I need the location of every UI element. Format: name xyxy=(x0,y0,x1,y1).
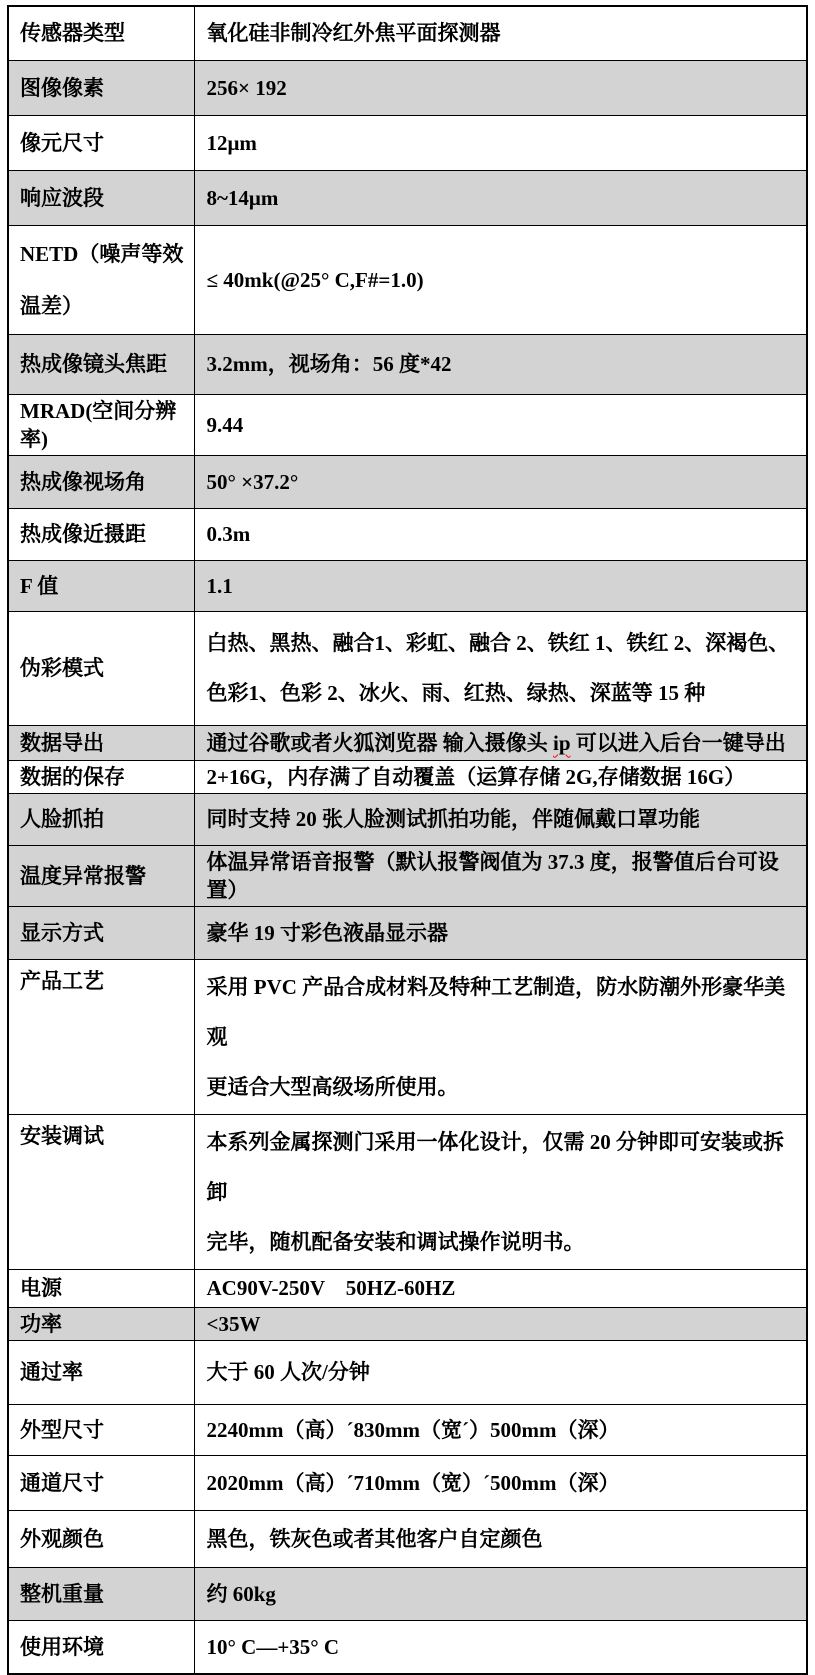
spec-label: 热成像镜头焦距 xyxy=(8,334,194,394)
spec-value: 9.44 xyxy=(194,394,807,455)
table-row xyxy=(8,1340,807,1404)
spec-label: F 值 xyxy=(8,560,194,611)
spec-value xyxy=(194,725,807,760)
table-row xyxy=(8,6,807,60)
spec-table-body xyxy=(8,6,807,1674)
value-text: 可以进入后台一键导出 xyxy=(570,730,786,755)
spec-value: 12μm xyxy=(194,115,807,170)
spec-label: 热成像视场角 xyxy=(8,455,194,508)
spec-label: 伪彩模式 xyxy=(8,611,194,725)
spec-label: 显示方式 xyxy=(8,906,194,959)
misspelled-word: ip xyxy=(553,730,571,755)
spec-label: 整机重量 xyxy=(8,1567,194,1620)
value-line: 本系列金属探测门采用一体化设计，仅需 20 分钟即可安装或拆卸 xyxy=(206,1129,784,1204)
table-row xyxy=(8,1269,807,1307)
table-row xyxy=(8,845,807,906)
value-line: 完毕，随机配备安装和调试操作说明书。 xyxy=(206,1229,585,1254)
table-row xyxy=(8,1114,807,1269)
spec-label: 通道尺寸 xyxy=(8,1455,194,1510)
table-row xyxy=(8,508,807,560)
spec-label: MRAD(空间分辨率) xyxy=(8,394,194,455)
spec-label: 产品工艺 xyxy=(8,959,194,1114)
table-row xyxy=(8,225,807,334)
table-row xyxy=(8,1307,807,1340)
spec-label: 电源 xyxy=(8,1269,194,1307)
spec-label: 功率 xyxy=(8,1307,194,1340)
spec-label: 数据导出 xyxy=(8,725,194,760)
spec-value: 2020mm（高）´710mm（宽）´500mm（深） xyxy=(194,1455,807,1510)
spec-value xyxy=(194,959,807,1114)
spec-label: NETD（噪声等效温差） xyxy=(8,225,194,334)
spec-label: 安装调试 xyxy=(8,1114,194,1269)
spec-table xyxy=(7,5,808,1675)
spec-label: 人脸抓拍 xyxy=(8,793,194,845)
spec-value: 2240mm（高）´830mm（宽´）500mm（深） xyxy=(194,1404,807,1455)
spec-value xyxy=(194,611,807,725)
spec-value: 同时支持 20 张人脸测试抓拍功能，伴随佩戴口罩功能 xyxy=(194,793,807,845)
table-row xyxy=(8,170,807,225)
spec-value xyxy=(194,1114,807,1269)
spec-value: 10° C—+35° C xyxy=(194,1620,807,1674)
table-row xyxy=(8,1455,807,1510)
table-row xyxy=(8,1510,807,1567)
spec-value: 3.2mm，视场角：56 度*42 xyxy=(194,334,807,394)
table-row xyxy=(8,611,807,725)
spec-value: 1.1 xyxy=(194,560,807,611)
spec-value: 体温异常语音报警（默认报警阀值为 37.3 度，报警值后台可设置） xyxy=(194,845,807,906)
spec-label: 图像像素 xyxy=(8,60,194,115)
table-row xyxy=(8,1567,807,1620)
value-line: 白热、黑热、融合1、彩虹、融合 2、铁红 1、铁红 2、深褐色、 xyxy=(206,631,790,655)
spec-value: 大于 60 人次/分钟 xyxy=(194,1340,807,1404)
value-text: 通过谷歌或者火狐浏览器 输入摄像头 xyxy=(206,730,553,755)
spec-value: 黑色，铁灰色或者其他客户自定颜色 xyxy=(194,1510,807,1567)
table-row xyxy=(8,1404,807,1455)
spec-label: 热成像近摄距 xyxy=(8,508,194,560)
spec-value: AC90V-250V 50HZ-60HZ xyxy=(194,1269,807,1307)
spec-value: 约 60kg xyxy=(194,1567,807,1620)
spec-label: 温度异常报警 xyxy=(8,845,194,906)
spec-value: 2+16G，内存满了自动覆盖（运算存储 2G,存储数据 16G） xyxy=(194,760,807,793)
table-row xyxy=(8,959,807,1114)
spec-value: 氧化硅非制冷红外焦平面探测器 xyxy=(194,6,807,60)
spec-value: 豪华 19 寸彩色液晶显示器 xyxy=(194,906,807,959)
table-row xyxy=(8,394,807,455)
spec-value: ≤ 40mk(@25° C,F#=1.0) xyxy=(194,225,807,334)
spec-label: 外型尺寸 xyxy=(8,1404,194,1455)
table-row xyxy=(8,906,807,959)
spec-value: 256× 192 xyxy=(194,60,807,115)
spec-label: 外观颜色 xyxy=(8,1510,194,1567)
spec-label: 使用环境 xyxy=(8,1620,194,1674)
table-row xyxy=(8,725,807,760)
table-row xyxy=(8,793,807,845)
spec-value: 8~14μm xyxy=(194,170,807,225)
spec-label: 传感器类型 xyxy=(8,6,194,60)
table-row xyxy=(8,60,807,115)
table-row xyxy=(8,760,807,793)
table-row xyxy=(8,455,807,508)
table-row xyxy=(8,1620,807,1674)
table-row xyxy=(8,115,807,170)
spec-value: <35W xyxy=(194,1307,807,1340)
value-line: 更适合大型高级场所使用。 xyxy=(206,1074,459,1099)
spec-label: 像元尺寸 xyxy=(8,115,194,170)
spec-value: 0.3m xyxy=(194,508,807,560)
spec-value: 50° ×37.2° xyxy=(194,455,807,508)
spec-label: 响应波段 xyxy=(8,170,194,225)
table-row xyxy=(8,560,807,611)
value-line: 色彩1、色彩 2、冰火、雨、红热、绿热、深蓝等 15 种 xyxy=(206,681,706,705)
spec-label: 通过率 xyxy=(8,1340,194,1404)
table-row xyxy=(8,334,807,394)
spec-label: 数据的保存 xyxy=(8,760,194,793)
value-line: 采用 PVC 产品合成材料及特种工艺制造，防水防潮外形豪华美观 xyxy=(206,974,786,1049)
